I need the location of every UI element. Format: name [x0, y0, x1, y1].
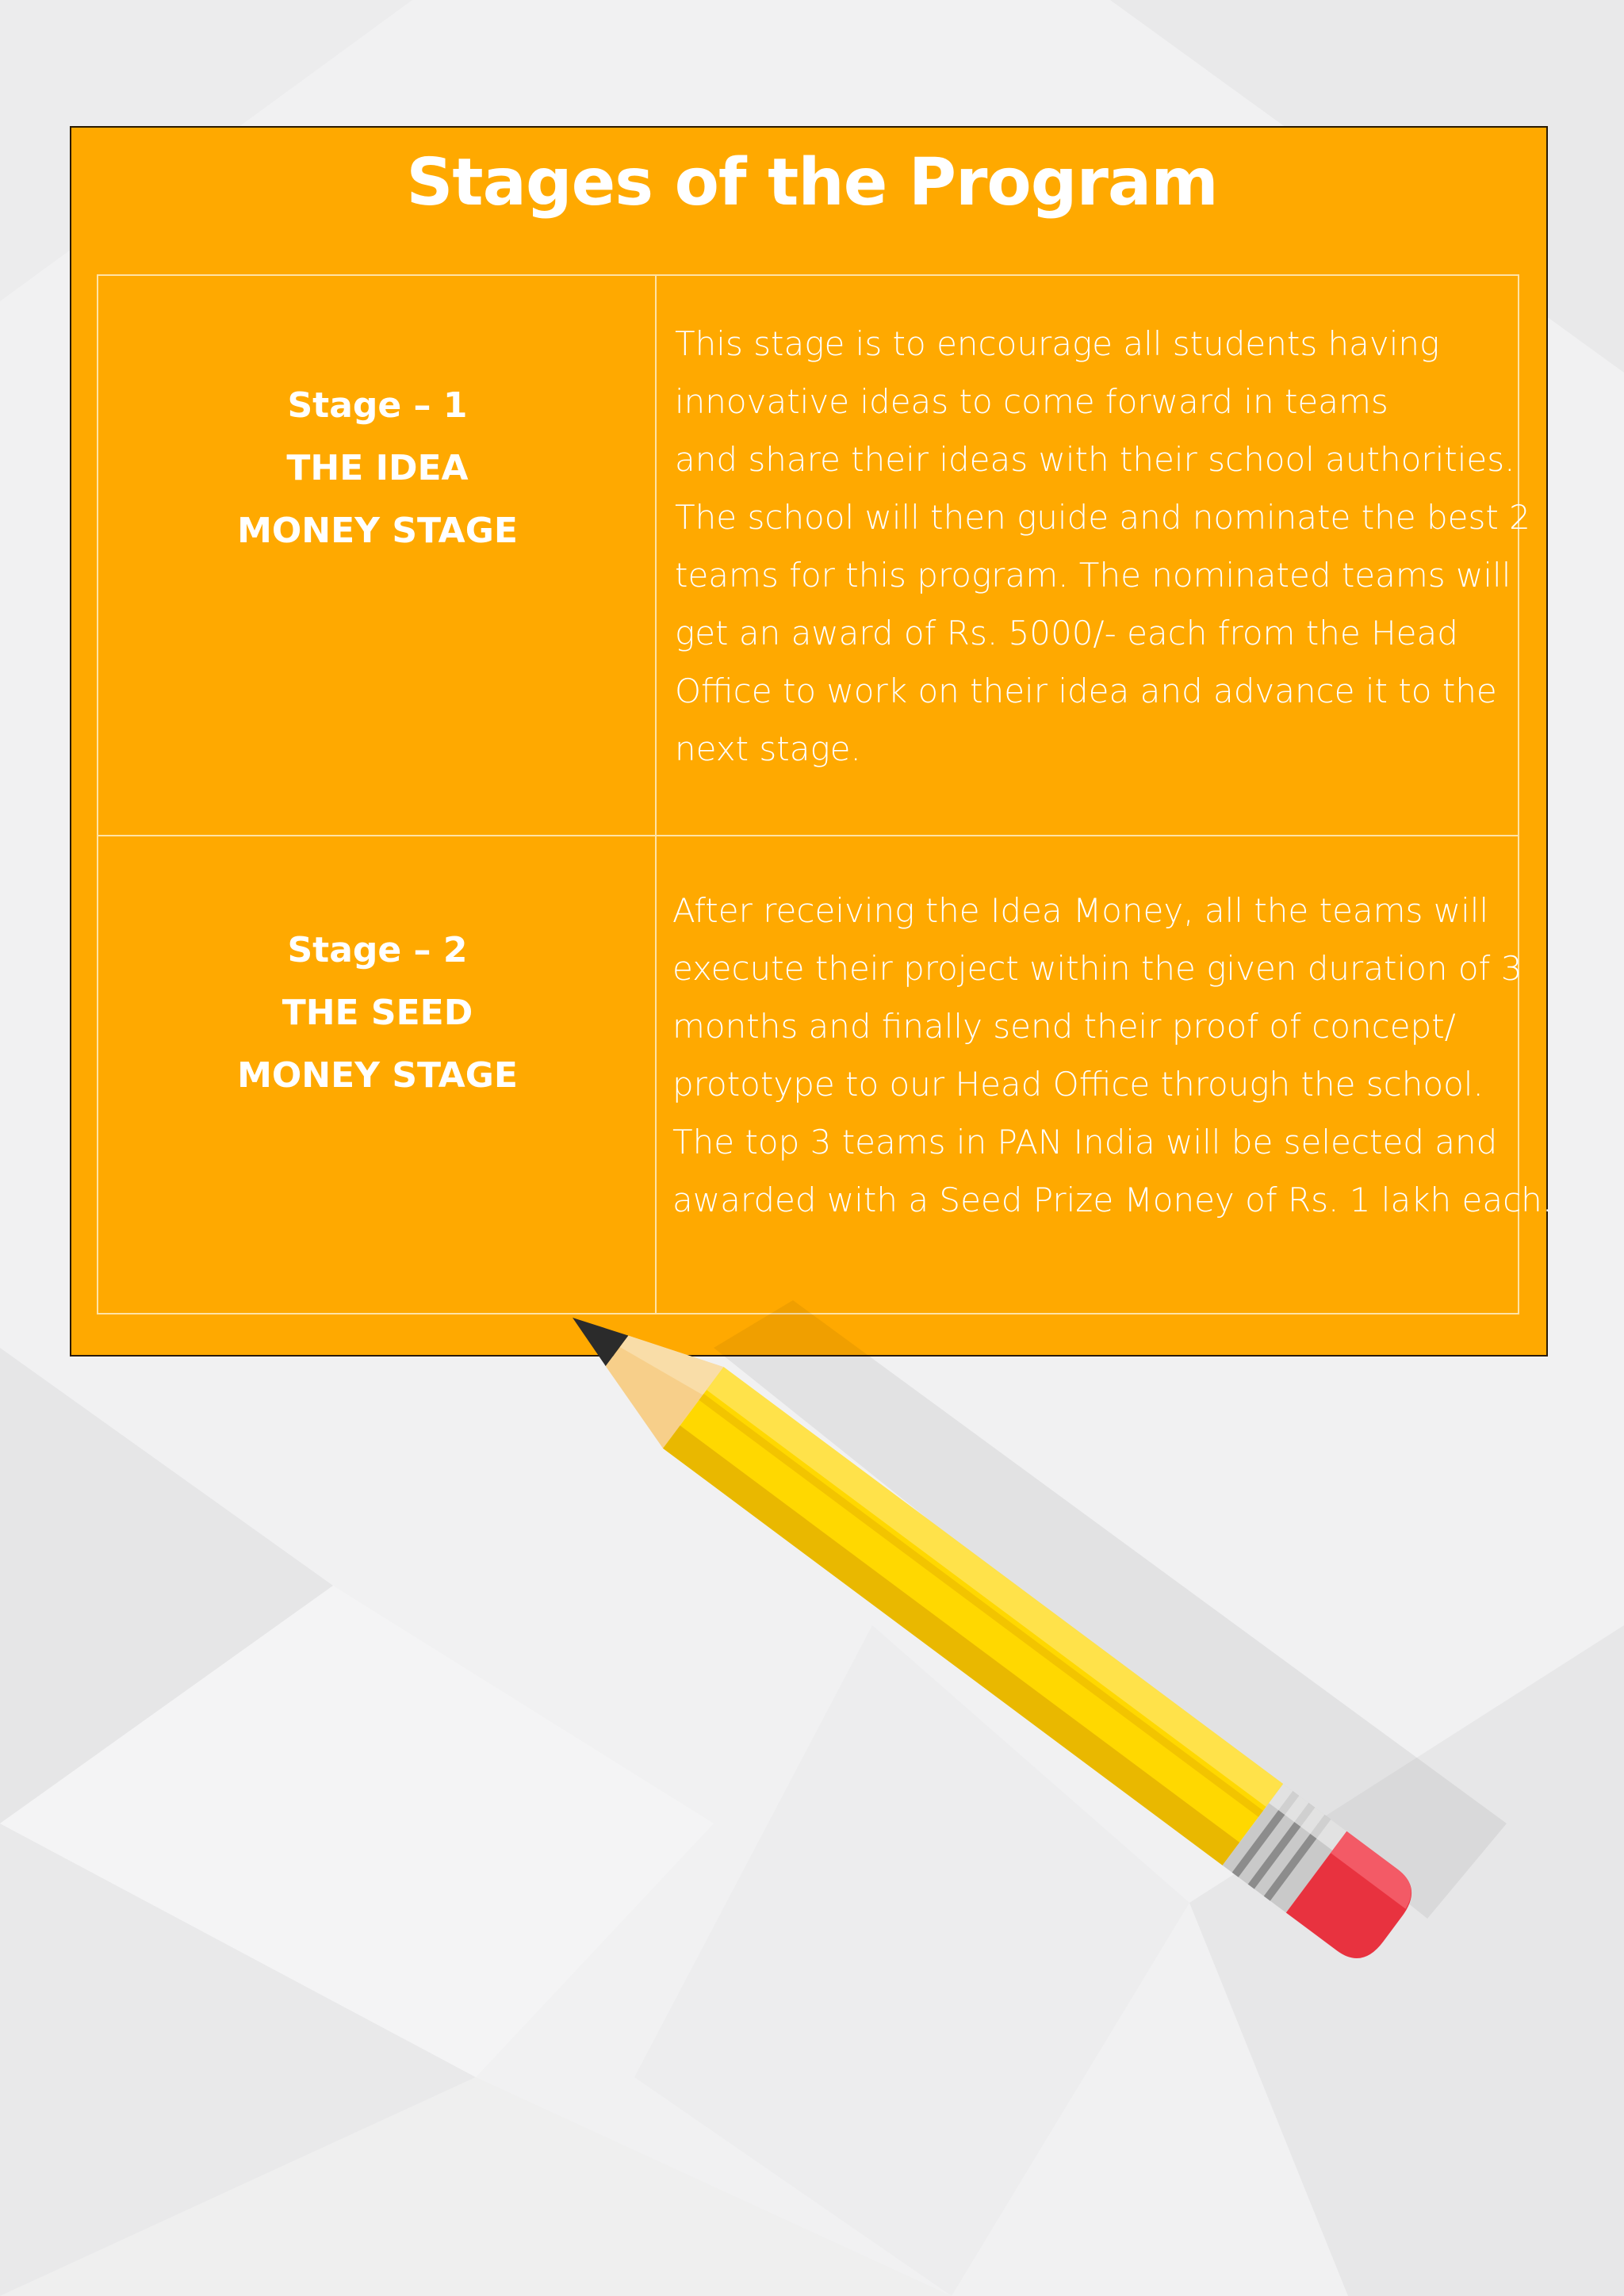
page-title: Stages of the Program: [406, 145, 1218, 220]
stage-2-name-line2: MONEY STAGE: [237, 1055, 518, 1096]
stage-1-desc-line: teams for this program. The nominated teams will: [675, 556, 1511, 595]
stage-1-name-line2: MONEY STAGE: [237, 511, 518, 551]
stage-1-desc-line: get an award of Rs. 5000/- each from the Head: [675, 614, 1458, 652]
stage-1-desc-line: The school will then guide and nominate the best 2: [675, 498, 1530, 537]
stage-1-desc-line: Office to work on their idea and advance it to the: [675, 672, 1497, 710]
stage-1-desc-line: next stage.: [675, 729, 861, 768]
stage-2-name-line1: THE SEED: [282, 993, 473, 1033]
stage-1-name-line1: THE IDEA: [286, 448, 469, 488]
stage-2-desc-line: The top 3 teams in PAN India will be selected and: [672, 1123, 1498, 1161]
stage-2-desc-line: After receiving the Idea Money, all the teams will: [672, 891, 1489, 930]
stage-2-desc-line: months and finally send their proof of concept/: [672, 1007, 1456, 1046]
pencil-shadow-icon: [714, 1300, 1507, 1919]
stage-1-number: Stage – 1: [287, 385, 468, 426]
stage-2-desc-line: prototype to our Head Office through the school.: [672, 1065, 1484, 1104]
stage-2-desc-line: execute their project within the given duration of 3: [672, 949, 1522, 988]
stage-1-desc-line: This stage is to encourage all students having: [675, 324, 1440, 363]
stage-2-number: Stage – 2: [287, 930, 468, 970]
stage-1-desc-line: innovative ideas to come forward in teams: [675, 382, 1388, 421]
stage-1-desc-line: and share their ideas with their school authorities.: [675, 440, 1515, 479]
stage-2-desc-line: awarded with a Seed Prize Money of Rs. 1 lakh each.: [672, 1181, 1553, 1219]
